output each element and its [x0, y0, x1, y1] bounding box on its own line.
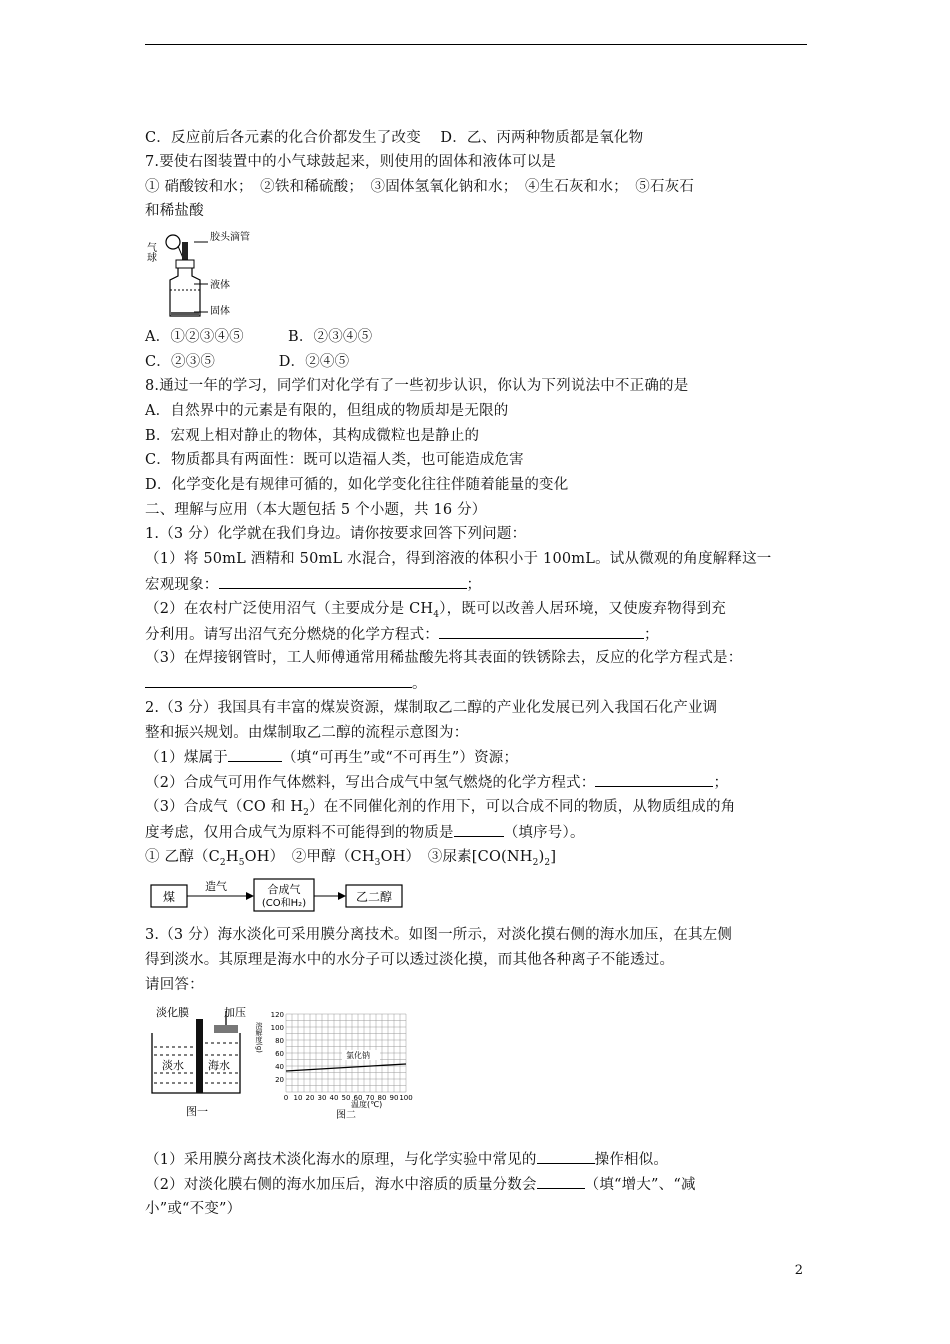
figure-2-caption: 图二: [336, 1110, 356, 1121]
option-c: C．物质都具有两面性：既可以造福人类，也可能造成危害: [145, 452, 524, 468]
x-tick-label: 100: [399, 1094, 413, 1102]
x-tick-label: 50: [341, 1094, 351, 1102]
figure-2: [256, 1008, 416, 1122]
syngas-label: 合成气: [267, 883, 301, 896]
question-2: 2.（3 分）我国具有丰富的煤炭资源，煤制取乙二醇的产业化发展已列入我国石化产业调: [145, 700, 718, 716]
answer-blank[interactable]: [454, 822, 504, 837]
x-tick-label: 90: [389, 1094, 399, 1102]
option-d: D．化学变化是有规律可循的，如化学变化往往伴随着能量的变化: [145, 477, 569, 493]
piston: [214, 1025, 238, 1033]
solubility-ylabel: 溶解度(g): [255, 1022, 263, 1053]
q2-part3: （3）合成气（CO 和 $H_2$）在不同催化剂的作用下，可以合成不同的物质，从物质组成的角: [145, 799, 736, 818]
y-tick-label: 120: [270, 1011, 284, 1019]
q2-part3-cont: 度考虑，仅用合成气为原料不可能得到的物质是 （填序号）。: [145, 822, 585, 843]
flow-diagram: [150, 875, 420, 915]
membrane: [196, 1019, 203, 1093]
y-tick-label: 60: [275, 1050, 284, 1058]
stopper: [176, 260, 194, 268]
q2-part1: （1）煤属于 （填“可再生”或“不可再生”）资源；: [145, 747, 518, 768]
choices-line-cont: 和稀盐酸: [145, 203, 204, 219]
product-label: 乙二醇: [355, 890, 393, 904]
q1-part1: （1）将 50mL 酒精和 50mL 水混合，得到溶液的体积小于 100mL。试从微观的角度解释这一: [145, 551, 772, 567]
x-tick-label: 80: [377, 1094, 387, 1102]
q1-part3: （3）在焊接钢管时，工人师傅通常用稀盐酸先将其表面的铁锈除去，反应的化学方程式是：: [145, 650, 743, 666]
section-heading: 二、理解与应用（本大题包括 5 个小题，共 16 分）: [145, 502, 487, 518]
answer-blank[interactable]: [537, 1174, 585, 1189]
q1-part2: （2）在农村广泛使用沼气（主要成分是 $CH_4$），既可以改善人居环境，又使废弃物得到充: [145, 601, 726, 620]
answer-blank[interactable]: [595, 772, 713, 787]
y-tick-label: 20: [275, 1076, 284, 1084]
y-tick-label: 40: [275, 1063, 284, 1071]
x-tick-label: 20: [305, 1094, 315, 1102]
y-tick-label: 100: [270, 1024, 284, 1032]
answer-blank[interactable]: [219, 574, 467, 589]
x-tick-label: 10: [293, 1094, 303, 1102]
option-a: A．自然界中的元素是有限的，但组成的物质却是无限的: [145, 403, 509, 419]
y-ticks: [271, 1011, 284, 1084]
balloon-label: 气球: [144, 242, 156, 262]
x-ticks: [284, 1094, 413, 1102]
question-3-cont: 得到淡水。其原理是海水中的水分子可以透过淡化摸，而其他各种离子不能透过。: [145, 952, 675, 968]
header-rule: [145, 44, 807, 45]
liquid-label: 液体: [210, 280, 230, 291]
q1-part1-cont: 宏观现象： ；: [145, 574, 481, 595]
question-3: 3.（3 分）海水淡化可采用膜分离技术。如图一所示，对淡化摸右侧的海水加压，在其左侧: [145, 927, 733, 943]
q2-choices: ① 乙醇$(C_2H_5OH)$ ②甲醇$(CH_3OH)$ ③尿素$[CO(NH_2)_2]$: [145, 849, 557, 868]
dropper-label: 胶头滴管: [210, 232, 250, 243]
solid-label: 固体: [210, 306, 230, 317]
question-7: 7.要使右图装置中的小气球鼓起来，则使用的固体和液体可以是: [145, 154, 557, 170]
flask: [170, 268, 200, 316]
sea-water-label: 海水: [208, 1059, 230, 1072]
figure-1: [148, 1003, 248, 1121]
dropper-bulb: [182, 242, 188, 260]
fresh-water-label: 淡水: [162, 1059, 184, 1072]
q1-part3-cont: 。: [145, 673, 427, 694]
y-tick-label: 80: [275, 1037, 284, 1045]
please-answer: 请回答：: [145, 977, 204, 993]
q3-part1: （1）采用膜分离技术淡化海水的原理，与化学实验中常见的 操作相似。: [145, 1149, 668, 1170]
membrane-label: 淡化膜: [156, 1006, 189, 1019]
x-tick-label: 70: [365, 1094, 375, 1102]
x-tick-label: 0: [283, 1094, 289, 1102]
coal-label: 煤: [162, 890, 176, 904]
answer-blank[interactable]: [145, 673, 412, 688]
arrow-label: 造气: [205, 880, 227, 893]
figure-1-caption: 图一: [186, 1105, 208, 1118]
option-line: C．反应前后各元素的化合价都发生了改变 D．乙、丙两种物质都是氧化物: [145, 130, 644, 146]
question-8: 8.通过一年的学习，同学们对化学有了一些初步认识，你认为下列说法中不正确的是: [145, 378, 689, 394]
q1-part2-cont: 分利用。请写出沼气充分燃烧的化学方程式： ；: [145, 624, 659, 645]
choices-line: ① 硝酸铵和水； ②铁和稀硫酸； ③固体氢氧化钠和水； ④生石灰和水； ⑤石灰石: [145, 179, 695, 195]
question-2-cont: 整和振兴规划。由煤制取乙二醇的流程示意图为：: [145, 725, 469, 741]
q3-part2-cont: 小”或“不变”）: [145, 1201, 242, 1217]
q3-part2: （2）对淡化膜右侧的海水加压后，海水中溶质的质量分数会 （填“增大”、“减: [145, 1174, 696, 1195]
page-number: 2: [794, 1263, 803, 1278]
syngas-sub-label: (CO和H₂): [261, 898, 307, 909]
q2-part2: （2）合成气可用作气体燃料，写出合成气中氢气燃烧的化学方程式： ；: [145, 772, 728, 793]
answer-options-ab: A．①②③④⑤ B．②③④⑤: [145, 329, 373, 345]
question-1: 1.（3 分）化学就在我们身边。请你按要求回答下列问题：: [145, 526, 527, 542]
answer-options-cd: C．②③⑤ D．②④⑤: [145, 354, 350, 370]
answer-blank[interactable]: [537, 1149, 595, 1164]
x-tick-label: 40: [329, 1094, 339, 1102]
x-tick-label: 30: [317, 1094, 327, 1102]
answer-blank[interactable]: [228, 747, 282, 762]
x-tick-label: 60: [353, 1094, 363, 1102]
curve-label: 氯化钠: [346, 1051, 370, 1060]
answer-blank[interactable]: [439, 624, 644, 639]
option-b: B．宏观上相对静止的物体，其构成微粒也是静止的: [145, 428, 480, 444]
apparatus-figure: [144, 228, 250, 320]
pressure-label: 加压: [224, 1006, 246, 1019]
temperature-xlabel: 温度(℃): [351, 1100, 383, 1109]
